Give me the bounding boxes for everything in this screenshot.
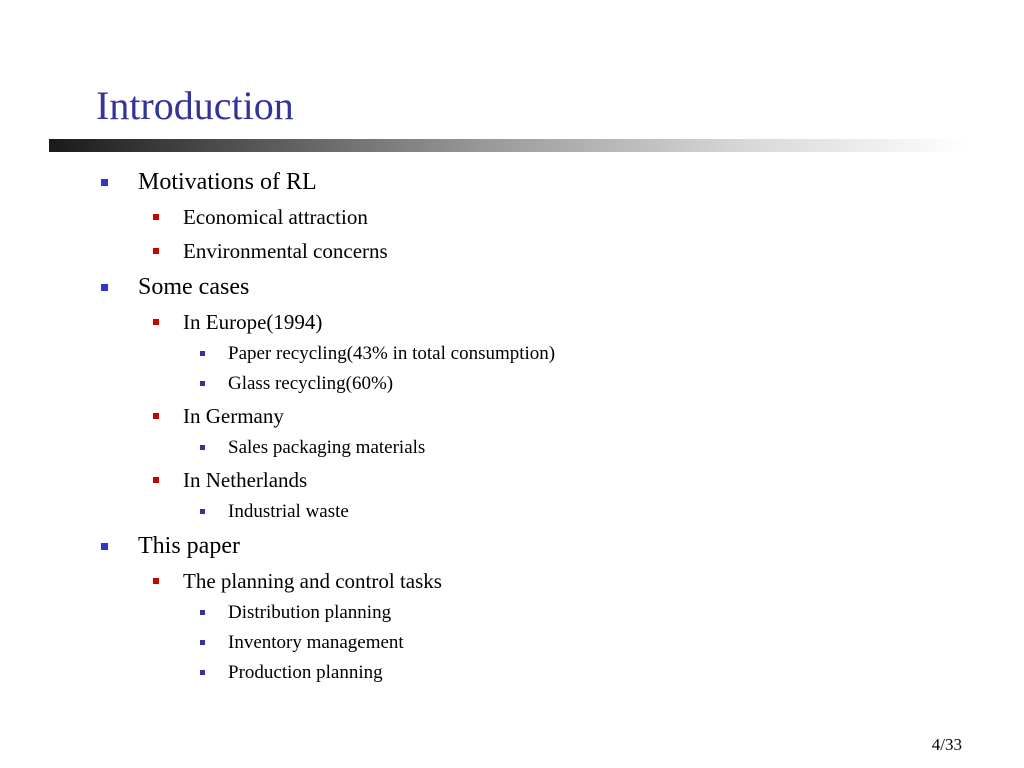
bullet-text: Production planning [228,662,383,683]
title-gradient-rule [49,139,967,152]
slide-title: Introduction [96,83,294,128]
bullet-text: Glass recycling(60%) [228,373,394,394]
square-bullet-icon [101,179,108,186]
bullet-environmental-concerns [183,239,388,263]
square-bullet-icon [200,610,205,615]
square-bullet-icon [153,477,159,483]
bullet-text: In Europe(1994) [183,310,323,334]
bullet-inventory-management [228,632,404,654]
bullet-text: Some cases [138,274,250,300]
bullet-some-cases [138,273,249,301]
bullet-paper-recycling [228,343,555,365]
square-bullet-icon [101,284,108,291]
bullet-in-netherlands [183,468,307,492]
square-bullet-icon [200,509,205,514]
square-bullet-icon [101,543,108,550]
bullet-this-paper [138,532,240,560]
bullet-text: Economical attraction [183,205,368,229]
bullet-text: Motivations of RL [138,169,317,195]
square-bullet-icon [153,413,159,419]
square-bullet-icon [200,445,205,450]
bullet-text: Sales packaging materials [228,437,426,458]
bullet-text: Industrial waste [228,501,349,522]
square-bullet-icon [153,248,159,254]
bullet-distribution-planning [228,602,391,624]
bullet-sales-packaging [228,437,425,459]
square-bullet-icon [153,578,159,584]
bullet-text: The planning and control tasks [183,569,442,593]
bullet-planning-control-tasks [183,569,442,593]
bullet-glass-recycling [228,373,393,395]
bullet-motivations [138,168,317,196]
bullet-in-europe [183,310,322,334]
bullet-industrial-waste [228,501,349,523]
bullet-in-germany [183,404,284,428]
bullet-text: Distribution planning [228,602,392,623]
bullet-text: This paper [138,533,240,559]
bullet-text: In Germany [183,404,284,428]
bullet-text: Environmental concerns [183,239,388,263]
square-bullet-icon [200,640,205,645]
square-bullet-icon [153,319,159,325]
bullet-text: In Netherlands [183,468,308,492]
bullet-text: Inventory management [228,632,404,653]
square-bullet-icon [200,381,205,386]
bullet-production-planning [228,662,383,684]
square-bullet-icon [200,351,205,356]
square-bullet-icon [200,670,205,675]
bullet-text: Paper recycling(43% in total consumption) [228,343,556,364]
page-number: 4/33 [931,735,962,754]
bullet-economical-attraction [183,205,368,229]
square-bullet-icon [153,214,159,220]
